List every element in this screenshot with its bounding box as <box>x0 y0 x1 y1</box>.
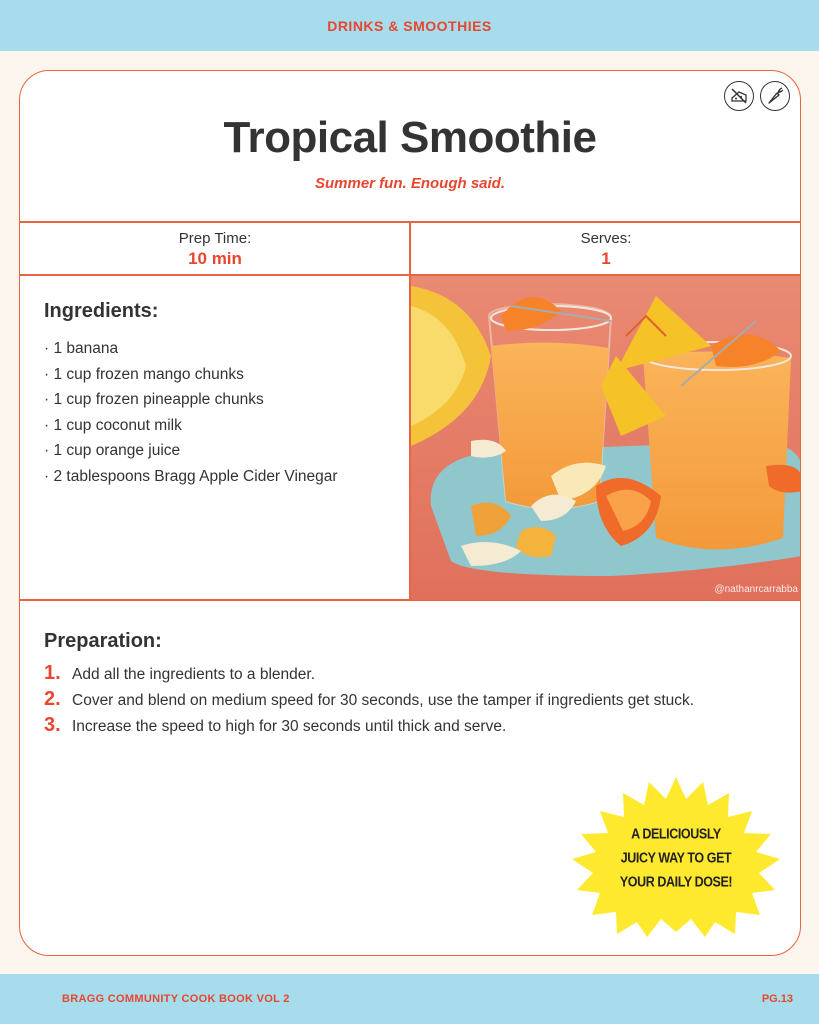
callout-burst <box>572 777 780 937</box>
book-title: BRAGG COMMUNITY COOK BOOK VOL 2 <box>62 993 290 1005</box>
list-item <box>44 662 784 688</box>
photo-credit: @nathanrcarrabba <box>714 584 798 595</box>
step-number: 2. <box>44 688 61 710</box>
list-item: · 1 cup frozen mango chunks <box>44 365 244 383</box>
serves-value: 1 <box>601 249 611 268</box>
dairy-free-icon <box>724 81 754 111</box>
vegetarian-icon <box>760 81 790 111</box>
list-item <box>44 714 784 740</box>
list-item: · 1 cup frozen pineapple chunks <box>44 391 264 408</box>
list-item: · 1 banana <box>44 340 119 357</box>
ingredients-list <box>44 336 344 489</box>
serves <box>411 230 801 269</box>
list-item <box>44 688 784 714</box>
step-number: 1. <box>44 662 61 684</box>
page-number: PG.13 <box>761 993 793 1005</box>
diet-icons <box>724 81 790 111</box>
recipe-subtitle: Summer fun. Enough said. <box>314 175 505 192</box>
list-item: · 2 tablespoons Bragg Apple Cider Vinegar <box>44 467 338 485</box>
list-item: · 1 cup coconut milk <box>44 416 182 434</box>
recipe-card <box>19 70 801 956</box>
footer-band <box>0 974 819 1024</box>
step-number: 3. <box>44 714 61 736</box>
callout-line: A DELICIOUSLY <box>631 825 721 842</box>
preparation-steps <box>44 662 784 740</box>
callout-text <box>572 822 780 894</box>
step-text: Add all the ingredients to a blender. <box>72 666 316 683</box>
list-item: · 1 cup orange juice <box>44 442 181 459</box>
callout-line: JUICY WAY TO GET <box>620 849 732 866</box>
step-text: Increase the speed to high for 30 seconds until thick and serve. <box>72 718 507 735</box>
ingredients-heading: Ingredients: <box>44 300 159 322</box>
prep-time <box>20 230 410 269</box>
preparation-heading: Preparation: <box>44 630 162 652</box>
prep-time-label: Prep Time: <box>178 230 252 247</box>
callout-line: YOUR DAILY DOSE! <box>619 874 733 891</box>
category-label: DRINKS & SMOOTHIES <box>327 17 492 34</box>
serves-label: Serves: <box>580 230 632 247</box>
recipe-title: Tropical Smoothie <box>223 113 597 162</box>
smoothie-photo <box>411 276 801 600</box>
prep-time-value: 10 min <box>188 249 242 268</box>
step-text: Cover and blend on medium speed for 30 seconds, use the tamper if ingredients get stuck. <box>72 692 695 709</box>
header-band <box>0 0 819 51</box>
